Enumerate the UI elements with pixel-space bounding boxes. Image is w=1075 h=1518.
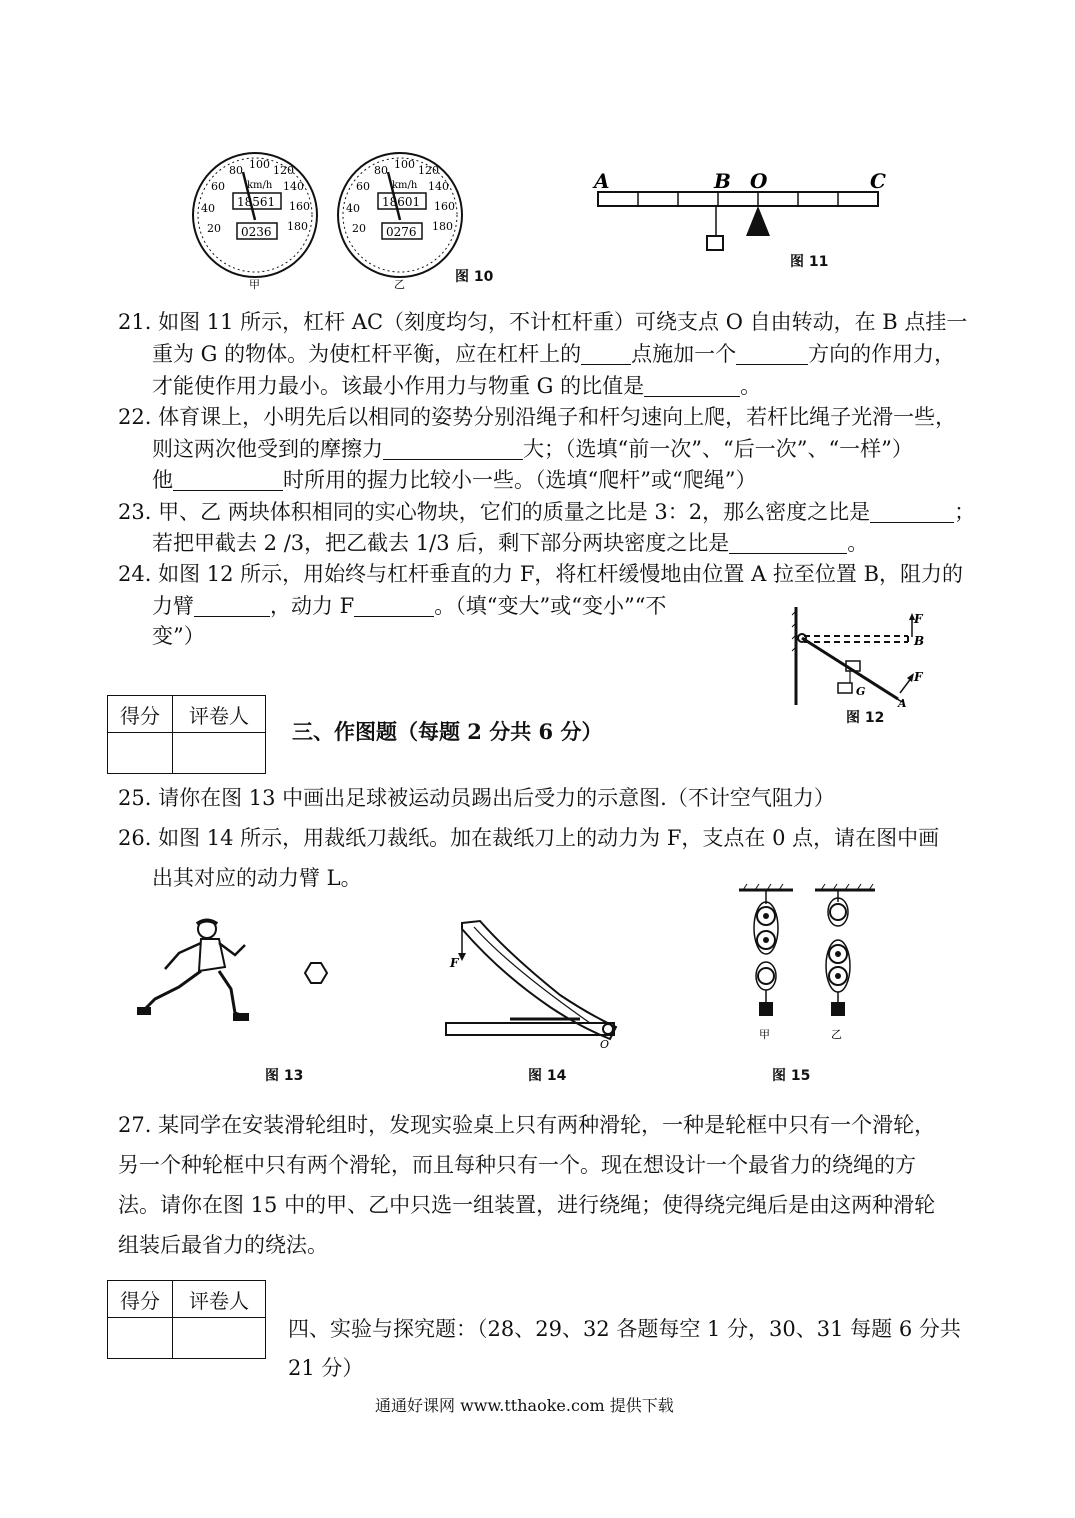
unit-label: km/h	[247, 180, 273, 191]
lever-diagram	[590, 168, 900, 258]
page-footer: 通通好课网 www.tthaoke.com 提供下载	[375, 1396, 674, 1415]
question-27-line4: 组装后最省力的绕法。	[118, 1233, 328, 1257]
figure-10-caption: 图 10	[455, 269, 494, 285]
q24-blank-arm[interactable]	[194, 592, 270, 617]
gauge-right	[338, 153, 462, 277]
football-player-drawing	[135, 915, 345, 1030]
q22-text-b: 大；（选填“前一次”、“后一次”、“一样”）	[523, 437, 913, 461]
question-27-line3: 法。请你在图 15 中的甲、乙中只选一组装置，进行绕绳；使得绕完绳后是由这两种滑轮	[118, 1193, 936, 1217]
tick-100: 100	[249, 158, 270, 171]
tick-180: 180	[432, 220, 453, 233]
q23-period: 。	[847, 531, 869, 555]
figure-15-caption: 图 15	[772, 1068, 811, 1084]
question-21-line2	[152, 338, 955, 370]
q21-blank-point[interactable]	[581, 340, 631, 365]
question-27-line2: 另一个种轮框中只有两个滑轮，而且每种只有一个。现在想设计一个最省力的绕绳的方	[118, 1153, 916, 1177]
tick-80: 80	[374, 164, 388, 177]
fig14-label-F: F	[450, 956, 459, 970]
trip-left: 0236	[241, 225, 272, 239]
section-4-title-line1: 四、实验与探究题：（28、29、32 各题每空 1 分，30、31 每题 6 分共	[288, 1317, 961, 1341]
trip-right: 0276	[386, 225, 417, 239]
question-22-line3	[152, 464, 756, 496]
paper-cutter-drawing	[440, 915, 630, 1050]
grader-label: 评卷人	[173, 696, 266, 733]
fig15-label-yi: 乙	[831, 1028, 842, 1041]
section-3-title: 三、作图题（每题 2 分共 6 分）	[292, 719, 603, 744]
grader-cell[interactable]	[173, 733, 266, 774]
point-C: C	[870, 169, 886, 193]
section-4-title-line2: 21 分）	[288, 1356, 364, 1380]
score-label: 得分	[108, 1281, 173, 1318]
fig15-label-jia: 甲	[759, 1028, 770, 1041]
tick-60: 60	[211, 180, 225, 193]
score-label: 得分	[108, 696, 173, 733]
grader-label: 评卷人	[173, 1281, 266, 1318]
odometer-right: 18601	[382, 195, 421, 209]
question-21-line3	[152, 370, 761, 402]
figure-11	[590, 168, 900, 258]
score-cell[interactable]	[108, 1318, 173, 1359]
tick-80: 80	[229, 164, 243, 177]
question-26-line1: 26. 如图 14 所示，用裁纸刀裁纸。加在裁纸刀上的动力为 F，支点在 0 点，请在图中画	[118, 826, 940, 850]
tick-40: 40	[201, 202, 215, 215]
q22-blank-grip[interactable]	[173, 466, 283, 491]
point-B: B	[714, 169, 731, 193]
q23-text-b: 若把甲截去 2 /3，把乙截去 1/3 后，剩下部分两块密度之比是	[152, 531, 730, 555]
q23-blank-density[interactable]	[870, 498, 954, 523]
speedometer-gauges	[185, 150, 495, 290]
question-22-line1: 22. 体育课上，小明先后以相同的姿势分别沿绳子和杆匀速向上爬，若杆比绳子光滑一些，	[118, 405, 957, 429]
q21-text-b: 点施加一个	[631, 342, 737, 366]
question-24-line1: 24. 如图 12 所示，用始终与杠杆垂直的力 F，将杠杆缓慢地由位置 A 拉至位置 B，阻力的	[118, 562, 964, 586]
q21-blank-direction[interactable]	[736, 340, 808, 365]
tick-180: 180	[287, 220, 308, 233]
figure-13-caption: 图 13	[265, 1068, 304, 1084]
tick-120: 120	[273, 164, 294, 177]
tick-20: 20	[207, 222, 221, 235]
gauge-left	[193, 153, 317, 277]
figure-11-caption: 图 11	[790, 254, 829, 270]
unit-label: km/h	[392, 180, 418, 191]
gauge-left-label: 甲	[249, 278, 260, 290]
question-24-line2	[152, 590, 666, 622]
grader-cell[interactable]	[173, 1318, 266, 1359]
fig14-label-O: O	[600, 1038, 610, 1050]
question-21-line1: 21. 如图 11 所示，杠杆 AC（刻度均匀，不计杠杆重）可绕支点 O 自由转动，在 B 点挂一	[118, 310, 968, 334]
question-23-line2	[152, 527, 868, 559]
tick-140: 140	[428, 180, 449, 193]
tick-140: 140	[283, 180, 304, 193]
question-24-line3: 变”）	[152, 624, 205, 648]
q22-text-c: 他	[152, 468, 173, 492]
q21-blank-ratio[interactable]	[644, 372, 740, 397]
q24-blank-force[interactable]	[354, 592, 434, 617]
question-22-line2	[152, 433, 913, 465]
fig12-label-B: B	[914, 634, 925, 648]
fig12-label-G: G	[856, 685, 866, 698]
question-26-line2: 出其对应的动力臂 L。	[152, 866, 362, 890]
figure-12	[790, 605, 940, 710]
q21-text-c: 方向的作用力，	[808, 342, 956, 366]
q24-text-c: 。（填“变大”或“变小”“不	[434, 594, 667, 618]
q24-text-a: 力臂	[152, 594, 194, 618]
tick-120: 120	[418, 164, 439, 177]
tick-100: 100	[394, 158, 415, 171]
q22-text-a: 则这两次他受到的摩擦力	[152, 437, 383, 461]
figure-15	[735, 882, 885, 1042]
point-A: A	[594, 169, 610, 193]
score-cell[interactable]	[108, 733, 173, 774]
score-table	[107, 695, 266, 774]
q23-text-a: 23. 甲、乙 两块体积相同的实心物块，它们的质量之比是 3：2，那么密度之比是	[118, 500, 871, 524]
figure-13	[135, 915, 345, 1030]
fig12-label-F-top: F	[914, 612, 923, 626]
question-27-line1: 27. 某同学在安装滑轮组时，发现实验桌上只有两种滑轮，一种是轮框中只有一个滑轮，	[118, 1113, 936, 1137]
figure-14	[440, 915, 630, 1050]
fig12-label-F-bottom: F	[914, 670, 923, 684]
figure-12-caption: 图 12	[846, 710, 885, 726]
score-table	[107, 1280, 266, 1359]
q21-text-a: 重为 G 的物体。为使杠杆平衡，应在杠杆上的	[152, 342, 582, 366]
point-O: O	[750, 169, 768, 193]
tick-20: 20	[352, 222, 366, 235]
question-23-line1	[118, 496, 975, 528]
odometer-left: 18561	[237, 195, 276, 209]
question-25: 25. 请你在图 13 中画出足球被运动员踢出后受力的示意图.（不计空气阻力）	[118, 786, 835, 810]
fig12-label-A: A	[898, 697, 907, 710]
q22-text-d: 时所用的握力比较小一些。（选填“爬杆”或“爬绳”）	[283, 468, 757, 492]
tick-60: 60	[356, 180, 370, 193]
figure-14-caption: 图 14	[528, 1068, 567, 1084]
q21-period: 。	[740, 374, 762, 398]
figure-10	[185, 150, 495, 290]
q23-blank-remaining[interactable]	[729, 529, 847, 554]
pulley-sets-drawing	[735, 882, 885, 1042]
gauge-right-label: 乙	[394, 278, 405, 290]
q22-blank-friction[interactable]	[383, 435, 523, 460]
tick-160: 160	[289, 200, 310, 213]
tick-40: 40	[346, 202, 360, 215]
q21-text-d: 才能使作用力最小。该最小作用力与物重 G 的比值是	[152, 374, 645, 398]
q24-text-b: ，动力 F	[270, 594, 355, 618]
lever-wall-diagram	[790, 605, 940, 710]
tick-160: 160	[434, 200, 455, 213]
q23-semicolon: ；	[954, 500, 976, 524]
